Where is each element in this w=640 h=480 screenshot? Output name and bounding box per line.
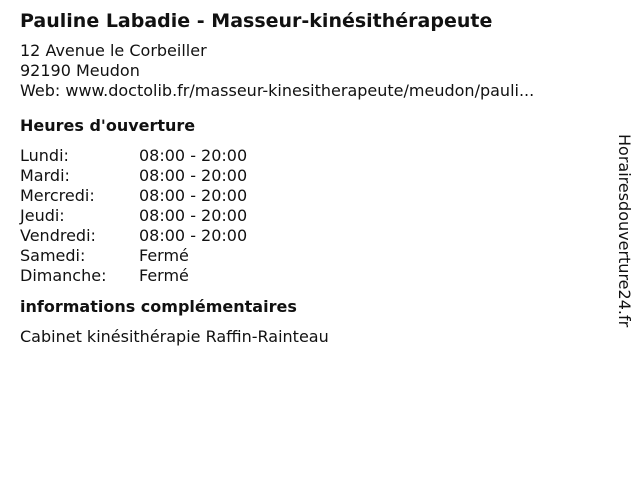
hours-row-monday [20, 146, 600, 166]
day-label: Vendredi: [20, 226, 96, 245]
site-brand [612, 134, 636, 348]
day-label: Samedi: [20, 246, 86, 265]
opening-hours-heading: Heures d'ouverture [20, 116, 196, 135]
day-label: Lundi: [20, 146, 69, 165]
time-value: 08:00 - 20:00 [139, 206, 248, 225]
address-block [20, 41, 600, 101]
hours-row-friday [20, 226, 600, 246]
city-postcode: 92190 Meudon [20, 61, 140, 80]
time-value: 08:00 - 20:00 [139, 186, 248, 205]
website-line: Web: www.doctolib.fr/masseur-kinesitherapeute/meudon/pauli... [20, 81, 535, 100]
additional-info-heading: informations complémentaires [20, 297, 297, 316]
hours-row-sunday [20, 266, 600, 286]
hours-row-tuesday [20, 166, 600, 186]
business-card [20, 8, 600, 347]
time-value: 08:00 - 20:00 [139, 226, 248, 245]
hours-row-thursday [20, 206, 600, 226]
day-label: Mercredi: [20, 186, 95, 205]
day-label: Jeudi: [20, 206, 65, 225]
business-title: Pauline Labadie - Masseur-kinésithérapeute [20, 10, 493, 32]
time-value: Fermé [139, 246, 189, 265]
street-address: 12 Avenue le Corbeiller [20, 41, 207, 60]
opening-hours-table [20, 146, 600, 286]
site-brand-label: Horairesdouverture24.fr [615, 134, 634, 328]
hours-row-saturday [20, 246, 600, 266]
time-value: 08:00 - 20:00 [139, 146, 248, 165]
day-label: Mardi: [20, 166, 70, 185]
time-value: 08:00 - 20:00 [139, 166, 248, 185]
additional-info-text: Cabinet kinésithérapie Raffin-Rainteau [20, 327, 329, 346]
day-label: Dimanche: [20, 266, 107, 285]
hours-row-wednesday [20, 186, 600, 206]
time-value: Fermé [139, 266, 189, 285]
